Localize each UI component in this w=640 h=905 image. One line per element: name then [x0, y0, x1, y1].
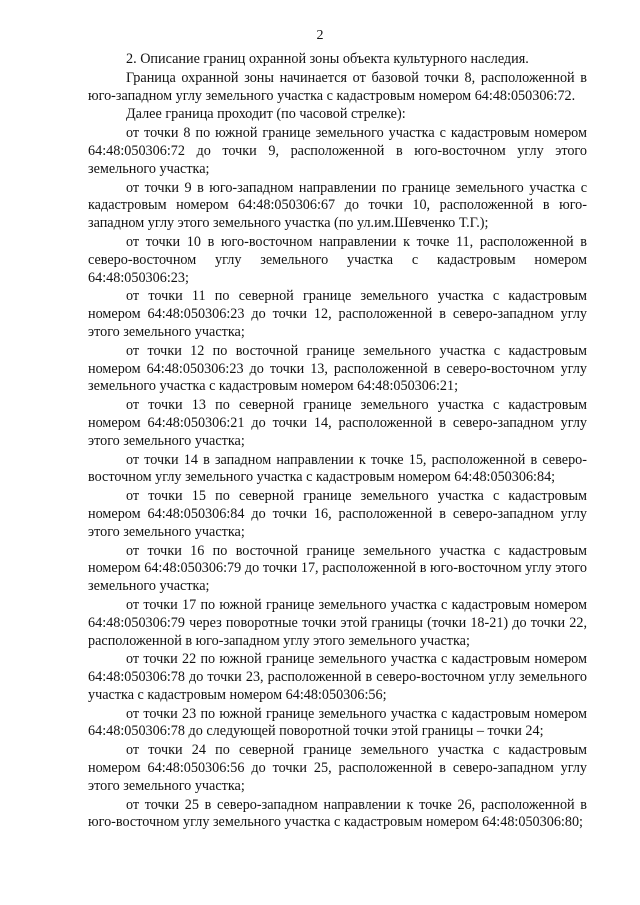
paragraph: от точки 15 по северной границе земельного участка с кадастровым номером 64:48:050306:84 до точки 16, расположенной в северо-западном углу этого земельного участка; [88, 488, 587, 540]
paragraph: от точки 13 по северной границе земельного участка с кадастровым номером 64:48:050306:21 до точки 14, расположенной в северо-западном углу этого земельного участка; [88, 397, 587, 449]
document-body [88, 51, 587, 832]
paragraph: Далее граница проходит (по часовой стрелке): [126, 106, 406, 123]
paragraph: от точки 25 в северо-западном направлении к точке 26, расположенной в юго-восточном углу земельного участка с кадастровым номером 64:48:050306:80; [88, 796, 587, 831]
paragraph: от точки 17 по южной границе земельного участка с кадастровым номером 64:48:050306:79 через поворотные точки этой границы (точки 18-21) до точки 22, расположенной в юго-западном углу этого земельного участка; [88, 596, 587, 649]
paragraph: от точки 12 по восточной границе земельного участка с кадастровым номером 64:48:050306:23 до точки 13, расположенной в северо-восточном углу земельного участка с кадастровым номером 64:48:050306:21; [88, 342, 587, 395]
paragraph: от точки 10 в юго-восточном направлении к точке 11, расположенной в северо-восточном углу земельного участка с кадастровым номером 64:48:050306:23; [88, 233, 587, 286]
paragraph: от точки 14 в западном направлении к точке 15, расположенной в северо-восточном углу земельного участка с кадастровым номером 64:48:050306:84; [88, 451, 587, 486]
paragraph: Граница охранной зоны начинается от базовой точки 8, расположенной в юго-западном углу земельного участка с кадастровым номером 64:48:050306:72. [88, 69, 587, 104]
paragraph: от точки 9 в юго-западном направлении по границе земельного участка с кадастровым номером 64:48:050306:67 до точки 10, расположенной в юго-западном углу этого земельного участка (по ул.им.Шевченко Т.Г.); [88, 179, 587, 232]
paragraph: от точки 23 по южной границе земельного участка с кадастровым номером 64:48:050306:78 до следующей поворотной точки этой границы – точки 24; [88, 705, 587, 740]
paragraph: от точки 16 по восточной границе земельного участка с кадастровым номером 64:48:050306:79 до точки 17, расположенной в юго-восточном углу этого земельного участка; [88, 542, 587, 595]
page-number: 2 [316, 28, 324, 43]
section-heading: 2. Описание границ охранной зоны объекта культурного наследия. [126, 51, 529, 67]
paragraph: от точки 8 по южной границе земельного участка с кадастровым номером 64:48:050306:72 до точки 9, расположенной в юго-восточном углу этого земельного участка; [88, 125, 587, 177]
paragraph: от точки 22 по южной границе земельного участка с кадастровым номером 64:48:050306:78 до точки 23, расположенной в северо-восточном углу земельного участка с кадастровым номером 64:48:050306:56; [88, 651, 587, 703]
paragraph: от точки 11 по северной границе земельного участка с кадастровым номером 64:48:050306:23 до точки 12, расположенной в северо-западном углу этого земельного участка; [88, 288, 587, 340]
paragraph: от точки 24 по северной границе земельного участка с кадастровым номером 64:48:050306:56 до точки 25, расположенной в северо-западном углу этого земельного участка; [88, 742, 587, 794]
